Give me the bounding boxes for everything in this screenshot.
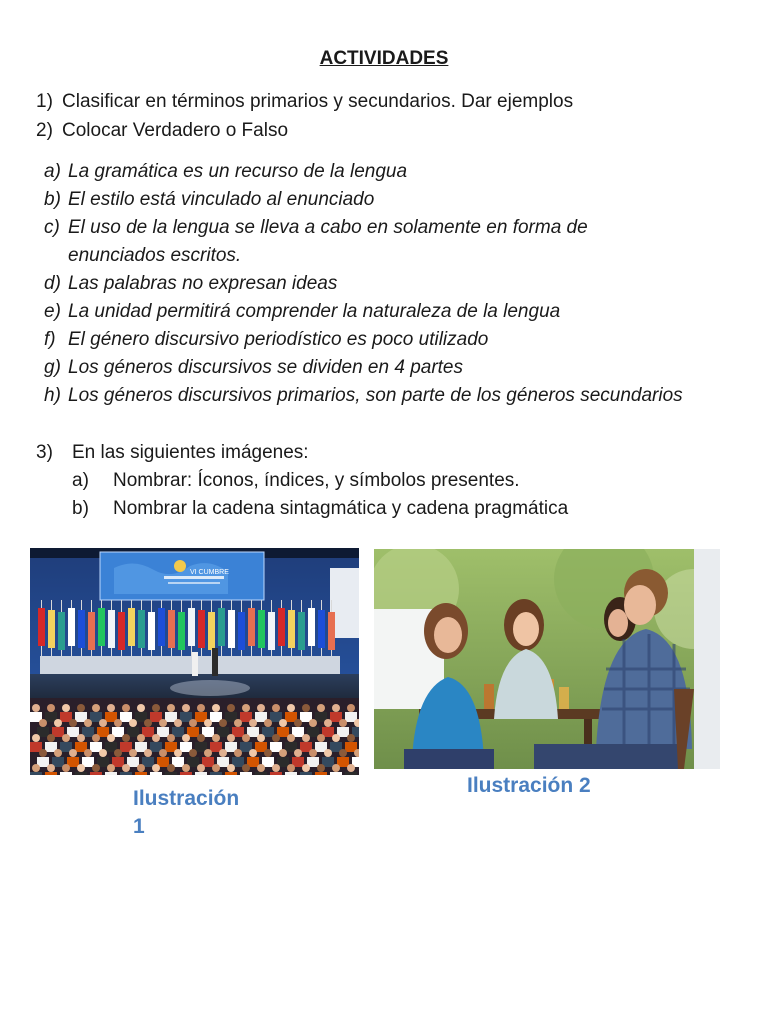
statement-g (44, 357, 463, 379)
statement-h (44, 385, 683, 407)
sub-letter: a) (72, 470, 89, 491)
sub-text: Nombrar: Íconos, índices, y símbolos presentes. (113, 470, 520, 491)
banner-text: VI CUMBRE (190, 569, 229, 576)
illustration-2-caption: Ilustración 2 (467, 774, 591, 797)
illustration-2-photo (374, 549, 720, 769)
illustration-1-photo (30, 548, 359, 775)
sub-letter: b) (72, 498, 89, 519)
activity-1 (36, 91, 573, 113)
statement-text: Los géneros discursivos primarios, son parte de los géneros secundarios (68, 385, 683, 406)
page-title: ACTIVIDADES (319, 48, 449, 69)
activity-3-number: 3) (36, 442, 53, 463)
statement-text: El uso de la lengua se lleva a cabo en solamente en forma de (68, 217, 588, 238)
statement-letter: c) (44, 217, 60, 238)
statement-letter: b) (44, 189, 61, 210)
activity-2 (36, 120, 288, 142)
statement-letter: d) (44, 273, 61, 294)
statement-letter: g) (44, 357, 61, 378)
statement-d (44, 273, 337, 295)
statement-text: Los géneros discursivos se dividen en 4 partes (68, 357, 464, 378)
activity-3 (36, 442, 309, 464)
statement-text: Las palabras no expresan ideas (68, 273, 338, 294)
statement-text: La unidad permitirá comprender la naturaleza de la lengua (68, 301, 561, 322)
statement-text: El género discursivo periodístico es poco utilizado (68, 329, 489, 350)
statement-letter: a) (44, 161, 61, 182)
activity-1-text: Clasificar en términos primarios y secundarios. Dar ejemplos (62, 91, 574, 112)
activity-2-text: Colocar Verdadero o Falso (62, 120, 289, 141)
statement-letter: h) (44, 385, 61, 406)
statement-e (44, 301, 560, 323)
statement-c-continuation: enunciados escritos. (68, 245, 242, 266)
caption-line: 1 (133, 815, 145, 838)
statement-f (44, 329, 488, 351)
activity-1-number: 1) (36, 91, 53, 112)
statement-letter: e) (44, 301, 61, 322)
statement-text: La gramática es un recurso de la lengua (68, 161, 408, 182)
statement-letter: f) (44, 329, 56, 350)
sub-text: Nombrar la cadena sintagmática y cadena pragmática (113, 498, 569, 519)
statement-text: El estilo está vinculado al enunciado (68, 189, 375, 210)
caption-line: Ilustración (133, 787, 240, 810)
activity-3-text: En las siguientes imágenes: (72, 442, 309, 463)
statement-c (44, 217, 588, 239)
activity-3-sub-a (72, 470, 520, 492)
statement-a (44, 161, 407, 183)
illustration-1-caption (133, 785, 239, 841)
activity-2-number: 2) (36, 120, 53, 141)
activity-3-sub-b (72, 498, 568, 520)
statement-b (44, 189, 374, 211)
